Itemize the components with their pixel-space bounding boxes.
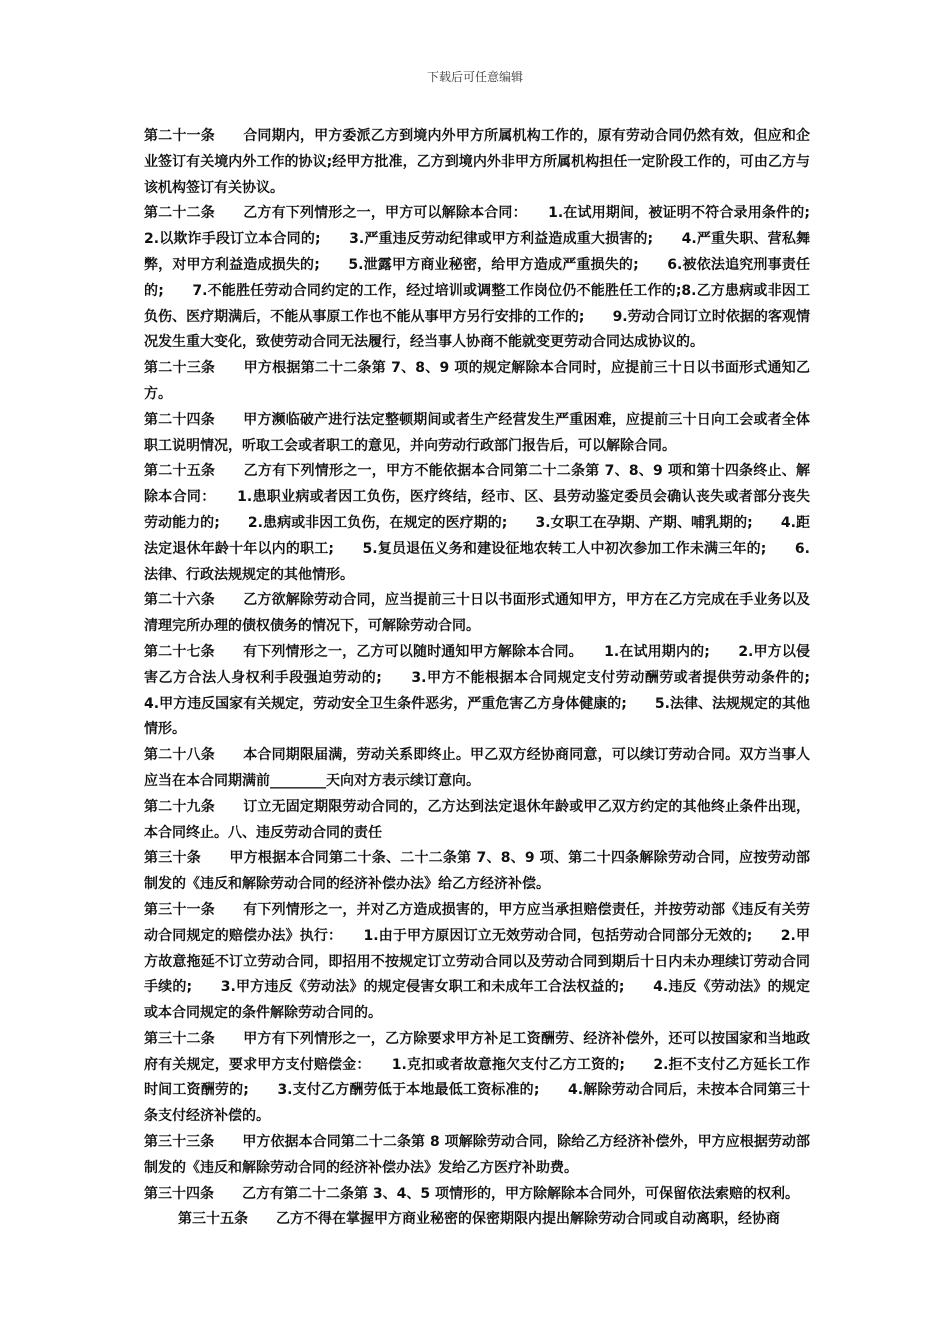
- contract-body: [144, 124, 838, 1233]
- clause-29: 第二十九条 订立无固定期限劳动合同的，乙方达到法定退休年龄或甲乙双方约定的其他终止条件出现，本合同终止。八、违反劳动合同的责任: [144, 798, 810, 841]
- clause-25: 第二十五条 乙方有下列情形之一，甲方不能依据本合同第二十二条第 7、8、9 项和第十四条终止、解除本合同： 1.患职业病或者因工负伤，医疗终结，经市、区、县劳动鉴定委员会确认丧失或者部分丧失劳动能力的; 2.患病或非因工负伤，在规定的医疗期的; 3.女职工在孕期、产期、哺乳期的; 4.距法定退休年龄十年以内的职工; 5.复员退伍义务和建设征地农转工人中初次参加工作未满三年的; 6.法律、行政法规规定的其他情形。: [144, 463, 810, 583]
- clause-34: 第三十四条 乙方有第二十二条第 3、4、5 项情形的，甲方除解除本合同外，可保留依法索赔的权利。: [144, 1185, 799, 1202]
- clause-27: 第二十七条 有下列情形之一，乙方可以随时通知甲方解除本合同。 1.在试用期内的; 2.甲方以侵害乙方合法人身权利手段强迫劳动的; 3.甲方不能根据本合同规定支付劳动酬劳或者提供劳动条件的; 4.甲方违反国家有关规定，劳动安全卫生条件恶劣，严重危害乙方身体健康的; 5.法律、法规规定的其他情形。: [144, 643, 838, 738]
- clause-32: 第三十二条 甲方有下列情形之一，乙方除要求甲方补足工资酬劳、经济补偿外，还可以按国家和当地政府有关规定，要求甲方支付赔偿金： 1.克扣或者故意拖欠支付乙方工资的; 2.拒不支付乙方延长工作时间工资酬劳的; 3.支付乙方酬劳低于本地最低工资标准的; 4.解除劳动合同后，未按本合同第三十条支付经济补偿的。: [144, 1030, 810, 1125]
- clause-33: 第三十三条 甲方依据本合同第二十二条第 8 项解除劳动合同，除给乙方经济补偿外，甲方应根据劳动部制发的《违反和解除劳动合同的经济补偿办法》发给乙方医疗补助费。: [144, 1134, 810, 1176]
- clause-31: 第三十一条 有下列情形之一，并对乙方造成损害的，甲方应当承担赔偿责任，并按劳动部《违反有关劳动合同规定的赔偿办法》执行： 1.由于甲方原因订立无效劳动合同，包括劳动合同部分无效的; 2.甲方故意拖延不订立劳动合同，即招用不按规定订立劳动合同以及劳动合同到期后十日内未办理续订劳动合同手续的; 3.甲方违反《劳动法》的规定侵害女职工和未成年工合法权益的; 4.违反《劳动法》的规定或本合同规定的条件解除劳动合同的。: [144, 901, 810, 1022]
- clause-26: 第二十六条 乙方欲解除劳动合同，应当提前三十日以书面形式通知甲方，甲方在乙方完成在手业务以及清理完所办理的债权债务的情况下，可解除劳动合同。: [144, 592, 810, 635]
- clause-30: 第三十条 甲方根据本合同第二十条、二十二条第 7、8、9 项、第二十四条解除劳动合同，应按劳动部制发的《违反和解除劳动合同的经济补偿办法》给乙方经济补偿。: [144, 850, 810, 893]
- clause-28: 第二十八条 本合同期限届满，劳动关系即终止。甲乙双方经协商同意，可以续订劳动合同。双方当事人应当在本合同期满前________天向对方表示续订意向。: [144, 747, 810, 789]
- clause-35: 第三十五条 乙方不得在掌握甲方商业秘密的保密期限内提出解除劳动合同或自动离职，经协商: [178, 1211, 780, 1228]
- clause-21: 第二十一条 合同期内，甲方委派乙方到境内外甲方所属机构工作的，原有劳动合同仍然有效，但应和企业签订有关境内外工作的协议;经甲方批准，乙方到境内外非甲方所属机构担任一定阶段工作的，可由乙方与该机构签订有关协议。: [144, 128, 810, 196]
- page-header: 下载后可任意编辑: [426, 70, 523, 84]
- clause-24: 第二十四条 甲方濒临破产进行法定整顿期间或者生产经营发生严重困难，应提前三十日向工会或者全体职工说明情况，听取工会或者职工的意见，并向劳动行政部门报告后，可以解除合同。: [144, 411, 810, 454]
- clause-22: 第二十二条 乙方有下列情形之一，甲方可以解除本合同： 1.在试用期间，被证明不符合录用条件的; 2.以欺诈手段订立本合同的; 3.严重违反劳动纪律或甲方利益造成重大损害的; 4.严重失职、营私舞弊，对甲方利益造成损失的; 5.泄露甲方商业秘密，给甲方造成严重损失的; 6.被依法追究刑事责任的; 7.不能胜任劳动合同约定的工作，经过培训或调整工作岗位仍不能胜任工作的;8.乙方患病或非因工负伤、医疗期满后，不能从事原工作也不能从事甲方另行安排的工作的; 9.劳动合同订立时依据的客观情况发生重大变化，致使劳动合同无法履行，经当事人协商不能就变更劳动合同达成协议的。: [144, 205, 838, 351]
- clause-23: 第二十三条 甲方根据第二十二条第 7、8、9 项的规定解除本合同时，应提前三十日以书面形式通知乙方。: [144, 360, 810, 402]
